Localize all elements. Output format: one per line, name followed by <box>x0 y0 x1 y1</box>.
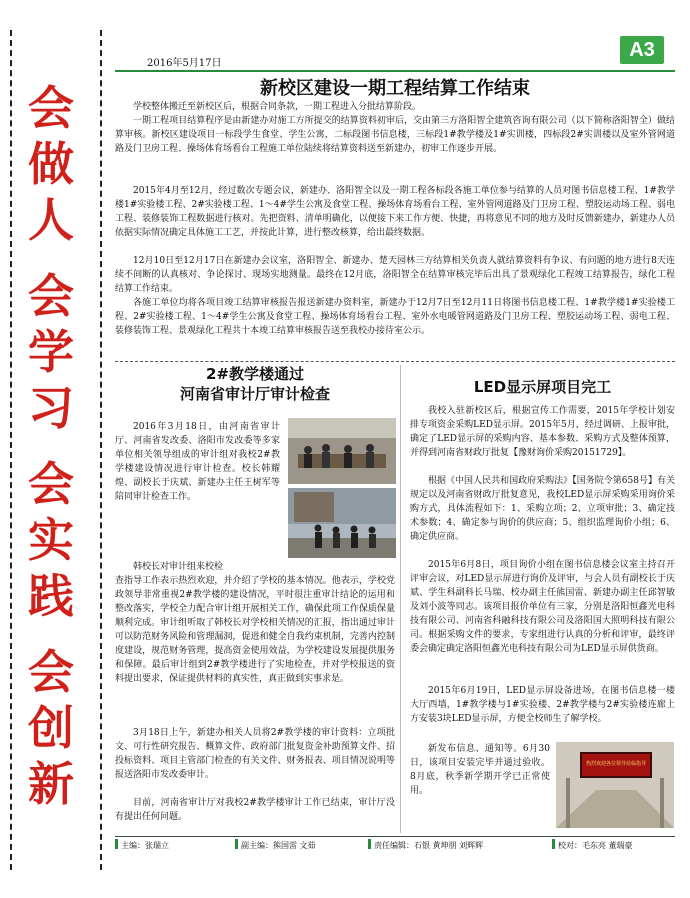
footer-proofreaders: 校对：毛东亮 董瑞豪 <box>558 841 633 850</box>
article2-title-line1: 2#教学楼通过 <box>205 365 304 383</box>
footer-rule <box>115 836 675 837</box>
article3-paragraph: 2015年6月8日，项目询价小组在图书信息楼会议室主持召开评审会议，对LED显示屏进行询价及评审，与会人员有副校长于庆斌、学生科副科长马瑞、校办副主任熊国雷、新建办副主任邱智敏及刘小波等同志。该项目报价单位有三家，分别是洛阳恒鑫光电科技有限公司、河南省科融科技有限公司及洛阳国大照明科技有限公司。根据采购文件的要求，专家组进行认真的分析和评审，最终评委会确定确定洛阳恒鑫光电科技有限公司为LED显示屏供货商。 <box>410 560 675 654</box>
motto-char: 创 <box>28 701 74 755</box>
article2-paragraph: 3月18日上午，新建办相关人员将2#教学楼的审计资料：立项批文、可行性研究报告、概算文件、政府部门批复资金补助预算文件、招投标资料、项目主管部门检查的有关文件、财务报表、项目情况说明等报送洛阳市发改委审计。 <box>115 728 395 780</box>
section-separator <box>115 361 675 362</box>
issue-date: 2016年5月17日 <box>147 58 222 69</box>
footer-editors: 责任编辑：石银 黄坤朋 刘辉辉 <box>374 841 484 850</box>
footer-chief-editor: 主编：张瑞立 <box>121 841 169 850</box>
motto-char: 会 <box>28 269 74 323</box>
motto-char: 会 <box>28 457 74 511</box>
motto-column-2 <box>20 268 82 436</box>
motto-char: 做 <box>28 137 74 191</box>
article1-paragraph: 2015年4月至12月，经过数次专题会议，新建办、洛阳智全以及一期工程各标段各施工单位参与结算的人员对图书信息楼工程、1#教学楼1#实验楼工程、2#实验楼工程、1～4#学生公寓及食堂工程、操场体育场看台工程、室外管网道路及门卫房工程、塑胶运动场工程、弱电工程、装修装饰工程数据进行核对。先把资料、清单明确化，以便接下来工作方便、快捷，再将意见不同的地方及时反馈新建办，新建办人员依据实际情况确定具体施工工艺，并按此计算，进行整改核算，给出最终数据。 <box>115 186 675 238</box>
site-inspection-photo <box>288 488 396 558</box>
article2-title <box>115 364 395 404</box>
motto-char: 会 <box>28 645 74 699</box>
footer-deputy-editor: 副主编：熊国雷 文茹 <box>241 841 316 850</box>
led-screen-text: 热烈欢迎各位领导莅临指导 <box>585 761 646 767</box>
footer-marker <box>115 839 118 849</box>
article1-paragraph: 12月10日至12月17日在新建办会议室，洛阳智全、新建办、楚天园林三方结算相关负责人就结算资料有争议、有问题的地方进行8天连续不间断的认真核对、争论探讨、现场实地测量。最终在12月底，洛阳智全在结算审核完毕后出具了景观绿化工程竣工结算报告，绿化工程结算工作结束。 <box>115 256 675 294</box>
column-divider <box>400 365 401 833</box>
motto-char: 践 <box>28 569 74 623</box>
article2-paragraph: 目前，河南省审计厅对我校2#教学楼审计工作已结束，审计厅没有提出任何问题。 <box>115 798 395 822</box>
article1-paragraph: 学校整体搬迁至新校区后，根据合同条款，一期工程进入分批结算阶段。 <box>133 102 422 112</box>
footer-marker <box>235 839 238 849</box>
article3-paragraph: 新发布信息、通知等。6月30日，该项目安装完毕并通过验收。8月底，秋季新学期开学已正常使用。 <box>410 744 550 796</box>
article3-paragraph: 2015年6月19日，LED显示屏设备进场，在图书信息楼一楼大厅西墙，1#教学楼与1#实验楼、2#教学楼与2#实验楼连廊上方安装3块LED显示屏，方便全校师生了解学校。 <box>410 686 675 724</box>
page-badge: A3 <box>620 36 664 64</box>
motto-char: 学 <box>28 325 74 379</box>
footer-marker <box>368 839 371 849</box>
article2-title-line2: 河南省审计厅审计检查 <box>179 385 330 403</box>
audit-meeting-photo <box>288 418 396 484</box>
header-rule <box>115 70 675 72</box>
motto-column-3 <box>20 456 82 624</box>
article2-paragraph: 2016年3月18日，由河南省审计厅、河南省发改委、洛阳市发改委等多家单位相关领导组成的审计组对我校2#教学楼建设情况进行审计检查。校长韩耀煌、副校长于庆斌、新建办主任王树军等陪同审计检查工作。 <box>115 422 280 502</box>
motto-char: 会 <box>28 81 74 135</box>
motto-char: 新 <box>28 757 74 811</box>
article1-title: 新校区建设一期工程结算工作结束 <box>260 78 530 99</box>
motto-dashed-border <box>100 30 102 870</box>
motto-char: 实 <box>28 513 74 567</box>
led-screen-photo <box>556 742 674 828</box>
motto-char: 人 <box>28 193 74 247</box>
article3-paragraph: 根据《中国人民共和国政府采购法》【国务院令第658号】有关规定以及河南省财政厅批复意见，我校LED显示屏采购采用询价采购方式，具体流程如下：1、采购立项；2、立项审批；3、确定技术参数；4、确定参与询价的供应商；5、组织监理询价小组；6、确定供应商。 <box>410 476 675 542</box>
motto-column-4 <box>20 644 82 812</box>
motto-char: 习 <box>28 381 74 435</box>
article2-paragraph: 查指导工作表示热烈欢迎，并介绍了学校的基本情况。他表示，学校党政领导非常重视2#教学楼的建设情况，平时很注重审计结论的运用和整改落实，学校全力配合审计组开展相关工作，确保此项工作保质保量顺利完成。审计组听取了韩校长对学校相关情况的汇报，指出通过审计可以防范财务风险和管理漏洞，促进和健全自我约束机制，完善内控制度建设，规范财务管理，提高资金使用效益，为学校建设发展提供服务和保障。最后审计组到2#教学楼进行了实地检查，并对学校报送的资料提出要求，保证提供材料的真实性，真正做到实事求是。 <box>115 576 395 684</box>
motto-column-1 <box>20 80 82 248</box>
article2-paragraph: 韩校长对审计组来校检 <box>133 562 224 572</box>
left-dashed-border <box>10 30 12 870</box>
article3-paragraph: 我校入驻新校区后，根据宣传工作需要，2015年学校计划安排专项资金采购LED显示屏。2015年5月，经过调研、上报审批，确定了LED显示屏的采购内容、基本参数、采购方式及整体预算，并得到河南省财政厅批复【豫财询价采购20151729】。 <box>410 406 675 458</box>
article1-paragraph: 一期工程项目结算程序是由新建办对施工方所提交的结算资料初审后，交由第三方洛阳智全建筑咨询有限公司（以下简称洛阳智全）做结算审核。新校区建设项目一标段学生食堂、学生公寓，二标段图书信息楼，三标段1#教学楼及1#实训楼，四标段2#实训楼以及室外管网道路及门卫房工程、操场体育场看台工程施工单位陆续将结算资料送至新建办，初审工作逐步开展。 <box>115 116 675 154</box>
article3-title: LED显示屏项目完工 <box>473 378 612 396</box>
article1-paragraph: 各施工单位均将各项目竣工结算审核报告报送新建办资料室，新建办于12月7日至12月11日将图书信息楼工程、1#教学楼1#实验楼工程、2#实验楼工程、1～4#学生公寓及食堂工程、操场体育场看台工程、室外水电暖管网道路及门卫房工程、塑胶运动场工程、弱电工程、装修装饰工程、景观绿化工程共十本竣工结算审核报告送至我校办接待室公示。 <box>115 298 675 336</box>
footer-marker <box>552 839 555 849</box>
